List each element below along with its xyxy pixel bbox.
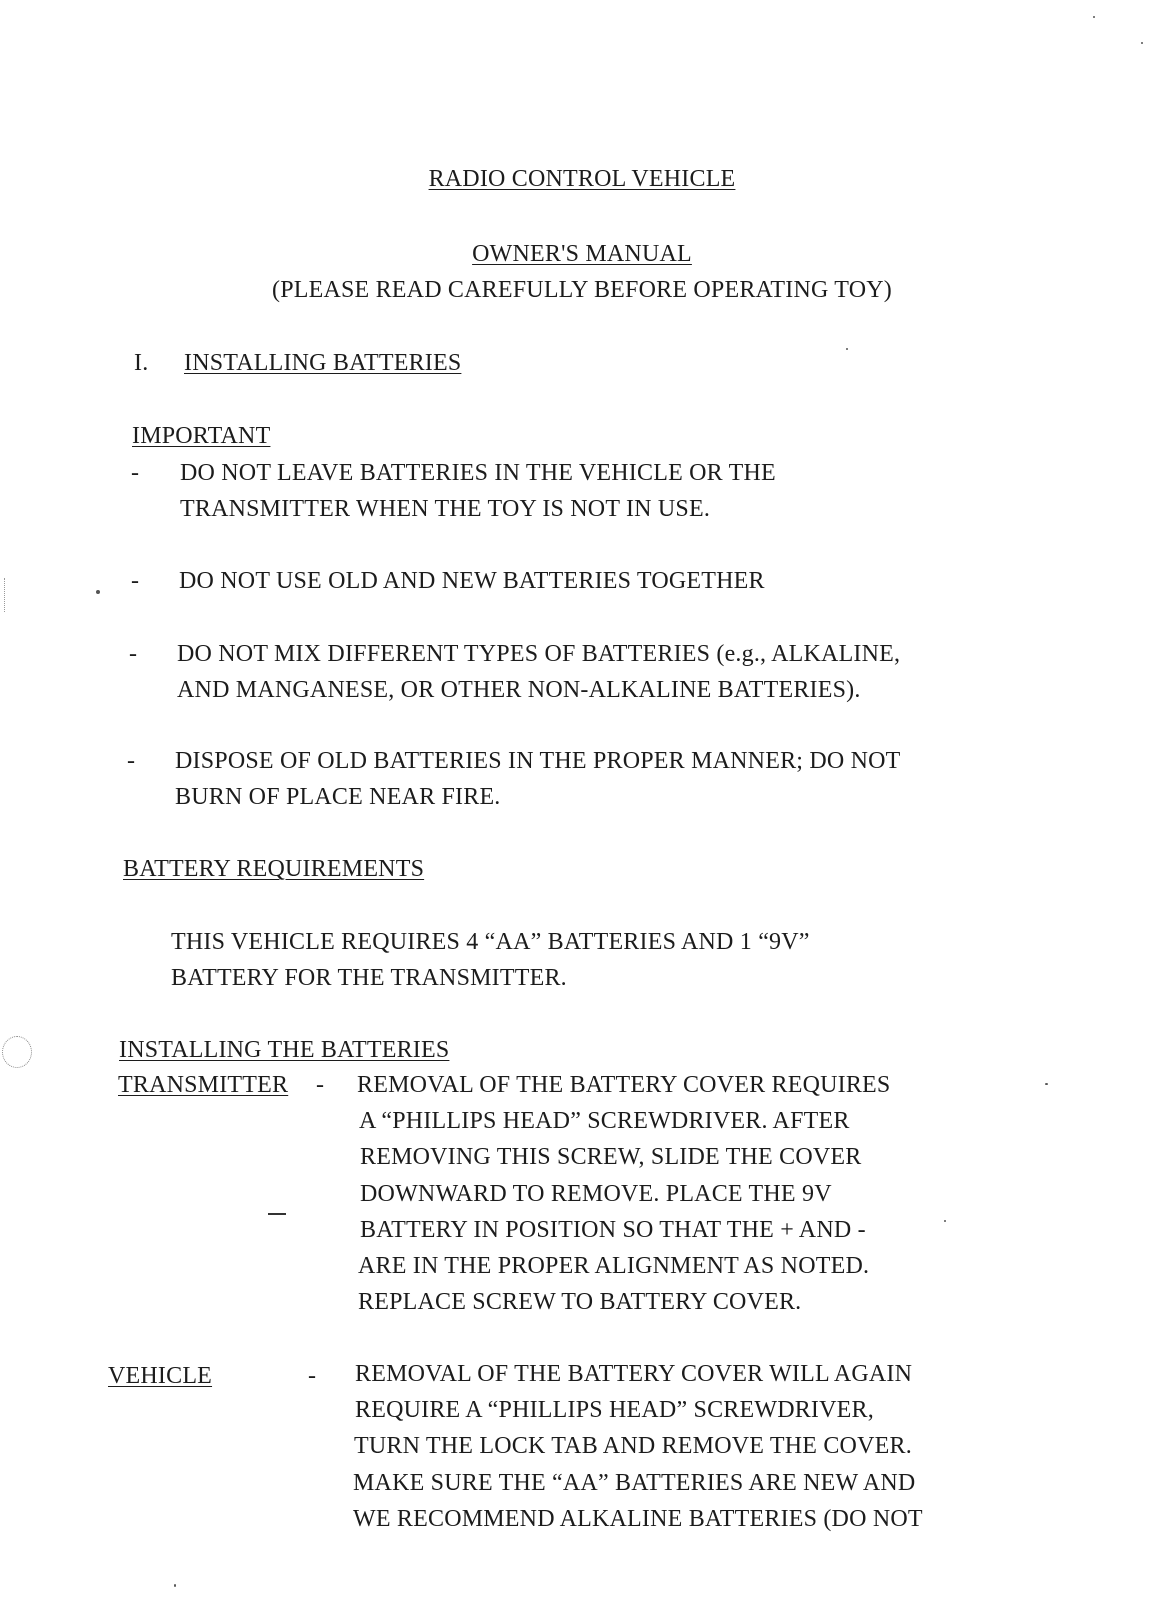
bullet-dash: - xyxy=(131,460,140,486)
binder-hole-mark xyxy=(2,1036,32,1068)
installing-heading: INSTALLING THE BATTERIES xyxy=(119,1037,450,1063)
item-line: DO NOT MIX DIFFERENT TYPES OF BATTERIES (e.g., ALKALINE, xyxy=(177,641,901,667)
requirements-line: THIS VEHICLE REQUIRES 4 “AA” BATTERIES AND 1 “9V” xyxy=(171,929,810,955)
scan-speck xyxy=(1045,1083,1048,1085)
item-line: DO NOT USE OLD AND NEW BATTERIES TOGETHER xyxy=(179,568,765,594)
instruction-line: REMOVAL OF THE BATTERY COVER WILL AGAIN xyxy=(355,1361,913,1387)
item-line: AND MANGANESE, OR OTHER NON-ALKALINE BATTERIES). xyxy=(177,677,861,703)
instruction-line: WE RECOMMEND ALKALINE BATTERIES (DO NOT xyxy=(353,1506,923,1532)
bullet-dash: - xyxy=(129,641,138,667)
transmitter-label: TRANSMITTER xyxy=(118,1072,289,1098)
instruction-line: REMOVAL OF THE BATTERY COVER REQUIRES xyxy=(357,1072,891,1098)
scan-speck xyxy=(1093,16,1095,18)
vehicle-dash: - xyxy=(308,1363,317,1389)
instruction-line: TURN THE LOCK TAB AND REMOVE THE COVER. xyxy=(354,1433,912,1459)
instruction-line: REQUIRE A “PHILLIPS HEAD” SCREWDRIVER, xyxy=(355,1397,874,1423)
battery-requirements-heading: BATTERY REQUIREMENTS xyxy=(123,856,425,882)
scan-mark xyxy=(268,1213,286,1215)
instruction-line: ARE IN THE PROPER ALIGNMENT AS NOTED. xyxy=(358,1253,870,1279)
vehicle-label: VEHICLE xyxy=(108,1363,213,1389)
scan-speck xyxy=(174,1584,176,1587)
bullet-dash: - xyxy=(127,748,136,774)
document-subtitle: OWNER'S MANUAL xyxy=(472,241,692,267)
document-title: RADIO CONTROL VEHICLE xyxy=(428,166,736,192)
instruction-line: A “PHILLIPS HEAD” SCREWDRIVER. AFTER xyxy=(359,1108,850,1134)
scan-speck xyxy=(96,590,100,594)
item-line: BURN OF PLACE NEAR FIRE. xyxy=(175,784,501,810)
scan-speck xyxy=(846,348,848,350)
scan-speck xyxy=(1141,42,1143,44)
instruction-line: MAKE SURE THE “AA” BATTERIES ARE NEW AND xyxy=(353,1470,916,1496)
important-heading: IMPORTANT xyxy=(132,423,271,449)
item-line: DISPOSE OF OLD BATTERIES IN THE PROPER MANNER; DO NOT xyxy=(175,748,901,774)
item-line: TRANSMITTER WHEN THE TOY IS NOT IN USE. xyxy=(180,496,711,522)
instruction-line: REPLACE SCREW TO BATTERY COVER. xyxy=(358,1289,802,1315)
requirements-line: BATTERY FOR THE TRANSMITTER. xyxy=(171,965,567,991)
instruction-line: DOWNWARD TO REMOVE. PLACE THE 9V xyxy=(360,1181,832,1207)
section-heading: INSTALLING BATTERIES xyxy=(184,350,462,376)
instruction-line: REMOVING THIS SCREW, SLIDE THE COVER xyxy=(360,1144,862,1170)
transmitter-dash: - xyxy=(316,1072,325,1098)
scan-speck xyxy=(944,1220,946,1222)
edge-artifact xyxy=(4,578,19,612)
bullet-dash: - xyxy=(131,568,140,594)
instruction-line: BATTERY IN POSITION SO THAT THE + AND - xyxy=(360,1217,866,1243)
section-number: I. xyxy=(134,350,149,376)
read-carefully-note: (PLEASE READ CAREFULLY BEFORE OPERATING TOY) xyxy=(272,277,892,303)
item-line: DO NOT LEAVE BATTERIES IN THE VEHICLE OR THE xyxy=(180,460,776,486)
